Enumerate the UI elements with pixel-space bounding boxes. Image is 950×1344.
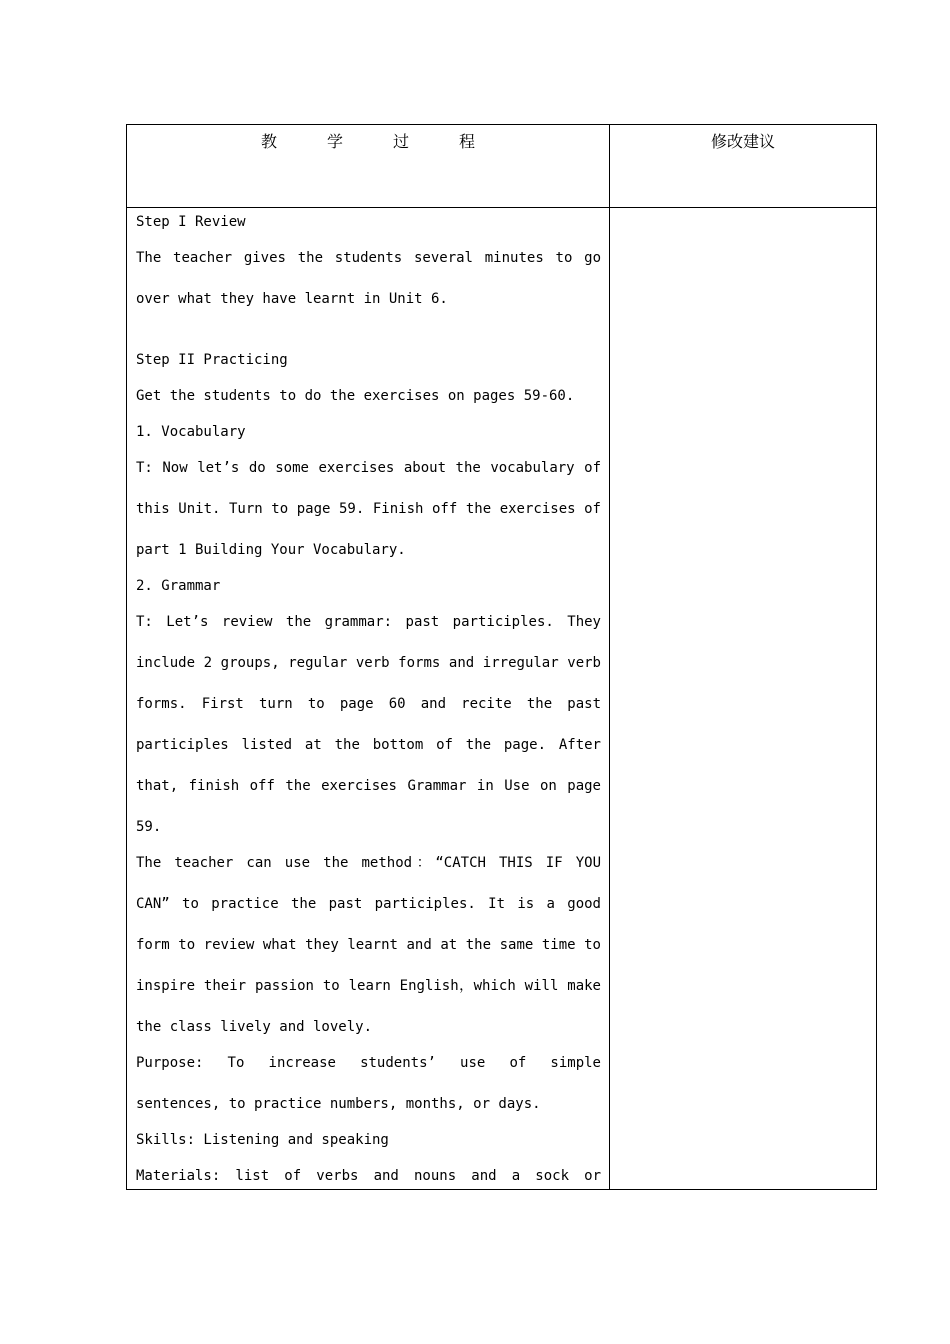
text-line: over what they have learnt in Unit 6. (136, 291, 448, 307)
text-line: The teacher can use the method：“CATCH THIS IF YOU (136, 855, 601, 871)
text-line: Step I Review (136, 214, 246, 230)
heading-char: 过 (393, 132, 410, 151)
text-line: 59. (136, 819, 162, 835)
heading-char: 教 (260, 132, 277, 151)
text-line: forms. First turn to page 60 and recite the past (136, 696, 601, 712)
text-line: T: Now let’s do some exercises about the vocabulary of (136, 460, 601, 476)
text-line: Materials: list of verbs and nouns and a sock or (136, 1168, 601, 1184)
text-line: Purpose: To increase students’ use of simple (136, 1055, 601, 1071)
text-line: Skills: Listening and speaking (136, 1132, 389, 1148)
text-line: that, finish off the exercises Grammar in Use on page (136, 778, 601, 794)
teaching-process-content (136, 210, 601, 1189)
text-line: form to review what they learnt and at the same time to (136, 937, 601, 953)
text-line: participles listed at the bottom of the page. After (136, 737, 601, 753)
teaching-process-heading (127, 129, 609, 152)
text-line: T: Let’s review the grammar: past participles. They (136, 614, 601, 630)
text-line: sentences, to practice numbers, months, or days. (136, 1096, 541, 1112)
suggestions-heading: 修改建议 (710, 132, 775, 151)
heading-char: 学 (326, 132, 343, 151)
text-line: CAN” to practice the past participles. It is a good (136, 896, 601, 912)
text-line: the class lively and lovely. (136, 1019, 373, 1035)
header-divider (127, 207, 876, 208)
text-line: 2. Grammar (136, 578, 221, 594)
text-line: part 1 Building Your Vocabulary. (136, 542, 406, 558)
text-line: The teacher gives the students several minutes to go (136, 250, 601, 266)
text-line: inspire their passion to learn English，which will make (136, 978, 601, 994)
heading-char: 程 (459, 132, 476, 151)
text-line: this Unit. Turn to page 59. Finish off the exercises of (136, 501, 601, 517)
column-divider (609, 125, 610, 1189)
lesson-plan-table (126, 124, 877, 1190)
text-line: Step II Practicing (136, 352, 288, 368)
text-line: Get the students to do the exercises on pages 59-60. (136, 388, 575, 404)
text-line: include 2 groups, regular verb forms and irregular verb (136, 655, 601, 671)
text-line: 1. Vocabulary (136, 424, 246, 440)
